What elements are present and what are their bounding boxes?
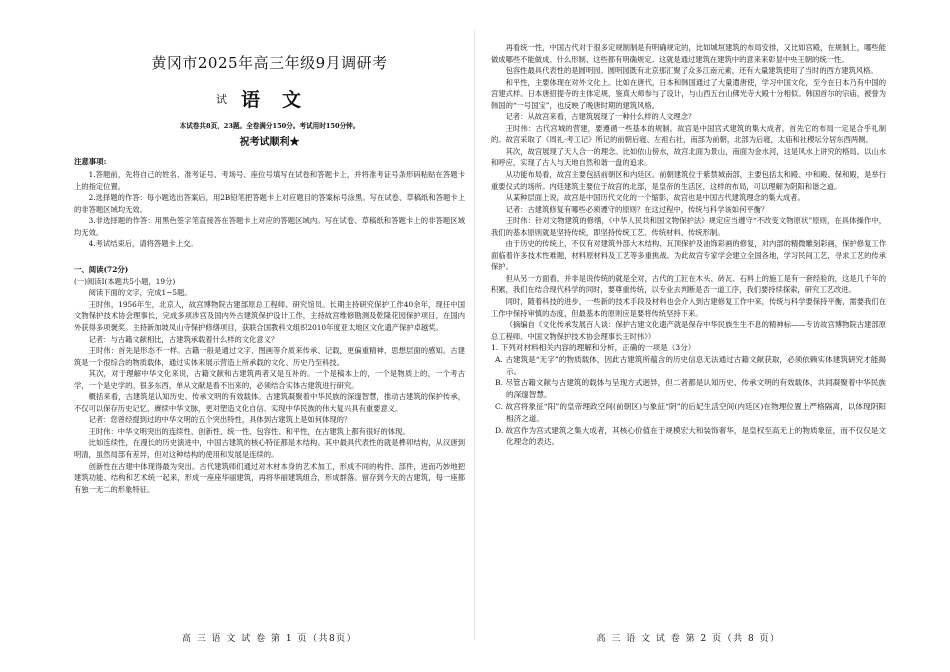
- subject-line: [74, 85, 465, 112]
- answer-option: B. 尽管古籍文献与古建筑的载体与呈现方式迥异，但二者都是认知历史、传承文明的有效载体，共同凝聚着中华民族的深邃智慧。: [495, 378, 886, 400]
- passage-paragraph: 和平性，主要体现在对外文化上。比如在唐代，日本和韩国通过了大量遣唐使，学习中国文化，至今在日本乃有中国的宫建式样。日本唐招提寺的主体定规，鉴真大师参与了设计，与山西五台山佛光寺大殿十分相似。韩国首尔的宗庙，被誉为韩国的“一号国宝”，也反映了晚唐时期的建筑风格。: [491, 77, 886, 110]
- exam-meta: 本试卷共8页，23题。全卷满分150分。考试用时150分钟。: [179, 122, 360, 130]
- notice-item: 4.考试结束后，请将答题卡上交。: [88, 239, 198, 249]
- passage-source: （摘编自《文化传承发展百人谈：保护古建文化遗产就是保存中华民族生生不息的精神标——专访故宫博物院古建部原总工程师、中国文物保护技术协会理事长王时伟》）: [491, 320, 886, 341]
- passage-paragraph: 其次，故宫展现了天人合一的理念。比如依山傍水，故宫北面为景山，南面为金水河，这是风水上讲究的格局。以山水和呼应，实现了古人与天地自然和谐一盘的追求。: [491, 146, 886, 168]
- passage-paragraph: 由于历史的传统上，不仅有对建筑外部大木结构、瓦顶保护及油饰彩画的修复，对内部的精微雕刻彩画，保护修复工作面临着许多技术性难题，材料原材料及工艺等多重挑战。为此故宫专家学会建立全国各地，学习民间工艺，寻求工艺的传承保护。: [491, 239, 886, 272]
- section-instruction: 阅读下面的文字，完成1~5题。: [88, 288, 192, 298]
- page-2: [475, 0, 950, 672]
- passage-paragraph: 创新性在古建中体现得最为突出。古代建筑师们通过对木材本身的艺术加工，形成不同的构件、部件，进而巧妙地把建筑功能、结构和艺术统一起来，形成一座座华丽建筑，再将华丽建筑组合，形成群落。留存到今天的古建筑，每一座都有独一无二的形象特征。: [74, 461, 465, 494]
- subject-prefix: 试: [215, 93, 227, 106]
- answer-option: C. 故宫将象征“阳”的皇帝理政空间(前朝区)与象征“阴”的后妃生活空间(内廷区)在物理位置上严格隔离，以体现阴阳相济之道。: [495, 401, 886, 423]
- notice-item: 2.选择题的作答：每小题选出答案后，用2B铅笔把答题卡上对应题目的答案标号涂黑。写在试卷、草稿纸和答题卡上的非答题区域均无效。: [74, 193, 465, 214]
- notice-item: 3.非选择题的作答：用黑色签字笔直接答在答题卡上对应的答题区域内。写在试卷、草稿纸和答题卡上的非答题区域均无效。: [74, 216, 465, 237]
- passage-paragraph: 王时伟，1956年生，北京人，故宫博物院古建部原总工程师、研究馆员。长期主持研究保护工作40余年，现任中国文物保护技术协会理事长，完成多项涉宫及国内外古建筑保护设计工作，主持故宫维修勘测及乾隆花园保护项目，在国内外获得多项褒奖。主持新加坡凤山寺保护修缮项目，获联合国教科文组织2010年度亚太地区文化遗产保护卓越奖。: [74, 299, 465, 333]
- page-footer: 高 三 语 文 试 卷 第 2 页（共 8 页）: [596, 634, 781, 644]
- passage-paragraph: 再看统一性，中国古代对于很多定规制制是有明确规定的，比如城垣建筑的布局安排，又比如宫殿，在规制上，哪些能做成哪些不能做成、什么形制、这些都有明确规定。这就是通过建筑在建筑中的意来来彰显中央王朝的统一性。: [491, 43, 886, 64]
- passage-paragraph: 同时，随着科技的进步，一些新的技术手段及材料也会介入到古建修复工作中来，传统与科学要保持平衡，需要我们在工作中保持审慎的态度，但最基本的原则应是要将传统坚持下来。: [491, 297, 886, 318]
- passage-paragraph: 但从另一方面看，并非是说传统的就是全对，古代的工匠在木头、砖瓦、石料上的施工是有一套经验的，这是几千年的积累，我们在结合现代科学的同时，要尊重传统，以专业去判断是否一道工序，我们要持续探索，研究工艺改进。: [491, 273, 886, 295]
- section-subheading: (一)阅读Ⅰ(本题共5小题，19分): [74, 276, 176, 286]
- passage-paragraph: 王时伟：首先是形态不一样。古籍一般是通过文字、图画等介质来传承、记载，更偏重精神、思想层面的感知。古建筑是一个很综合的物质载体，通过实体来展示营造上所承载的文化、历史乃至科技。: [74, 346, 465, 367]
- section-heading: 一、阅读(72分): [74, 264, 129, 274]
- passage-paragraph: 包容性最具代表性的是圆明园。圆明园既有北京那汇聚了众多江南元素，还有大量建筑使用了当时的西方建筑风格。: [505, 66, 878, 76]
- good-luck-line: 祝考试顺利★: [239, 137, 300, 148]
- passage-paragraph: 从功能布局看，故宫主要包括前朝区和内廷区。前朝建筑位于紫禁城南部，主要包括太和殿、中和殿、保和殿，是举行重要仪式的场所。内廷建筑主要位于故宫的北部，是皇帝的生活区，这样的布局，可以理解为阴阳和谐之道。: [491, 170, 886, 191]
- answer-option: A. 古建筑是“无字”的物质载体，因此古建筑所蕴含的历史信息无法通过古籍文献获取，必须依赖实体建筑研究才能揭示。: [495, 354, 886, 376]
- notice-label: 注意事项:: [74, 157, 107, 166]
- passage-paragraph: 王时伟：古代宫城的营建，要遵循一些基本的规制。故宫是中国宫式建筑的集大成者，首先它的布局一定是合乎礼制的。故宫采取了《周礼·考工记》所记的前朝后寝、左祖右社，南部为前朝，北部为后寝，太庙和社稷坛分居东西两侧。: [491, 123, 886, 145]
- passage-paragraph: 比如连续性，在漫长的历史演进中，中国古建筑的核心特征都是木结构。其中最具代表性的就是榫卯结构，从汉唐到明清，虽然局部有差异，但对这种结构的使用和发展是连续的。: [74, 438, 465, 460]
- answer-option: D. 故宫作为宫式建筑之集大成者，其核心价值在于规模宏大和装饰奢华，是皇权至高无上的物质象征，而不仅仅是文化理念的表达。: [495, 425, 886, 447]
- passage-paragraph: 记者：从故宫来看，古建筑展现了一种什么样的人文理念？: [505, 112, 696, 122]
- passage-paragraph: 其次，对于理解中华文化来说，古籍文献和古建筑两者又是互补的。一个是稿本上的，一个是物质上的，一个考古学，一个是史学的。很多东西，单从文献是看不出来的，必须结合实体古建筑进行研究。: [74, 369, 465, 390]
- subject-name: 语文: [240, 89, 323, 111]
- passage-paragraph: 记者：您曾经提到过的中华文明的五个突出特性，具体到古建筑上是如何体现的？: [88, 415, 352, 425]
- passage-paragraph: 王时伟：中华文明突出的连续性、创新性、统一性、包容性、和平性，在古建筑上都有很好的体现。: [88, 426, 410, 436]
- passage-paragraph: 概括来看，古建筑是认知历史、传承文明的有效载体。古建筑凝聚着中华民族的深邃智慧，推动古建筑的保护传承，不仅可以保存历史记忆、赓续中华文脉，更对塑造文化自信、实现中华民族的伟大复兴具有重要意义。: [74, 392, 465, 413]
- question-stem: 1. 下列对材料相关内容的理解和分析，正确的一项是（3分）: [491, 343, 696, 353]
- passage-paragraph: 记者：与古籍文献相比，古建筑承载着什么样的文化意义？: [88, 334, 279, 344]
- notice-item: 1.答题前，先将自己的姓名、准考证号、考场号、座位号填写在试卷和答题卡上，并将准考证号条形码粘贴在答题卡上的指定位置。: [74, 170, 465, 191]
- exam-title: 黄冈市2025年高三年级9月调研考: [151, 54, 388, 72]
- passage-paragraph: 记者：古建筑修复有哪些必须遵守的原则？在这过程中，传统与科学该如何平衡？: [505, 204, 769, 214]
- passage-paragraph: 从某种层面上说，故宫是中国历代文化的一个缩影，故宫也是中国古代建筑理念的集大成者。: [505, 193, 805, 203]
- passage-paragraph: 王时伟：针对文物建筑的修缮，《中华人民共和国文物保护法》规定应当遵守“不改变文物原状”原则，在具体操作中，我们的基本原则就是坚持传统，即坚持传统工艺、传统材料、传统形制。: [491, 216, 886, 237]
- page-footer: 高 三 语 文 试 卷 第 1 页（共8页）: [181, 634, 358, 644]
